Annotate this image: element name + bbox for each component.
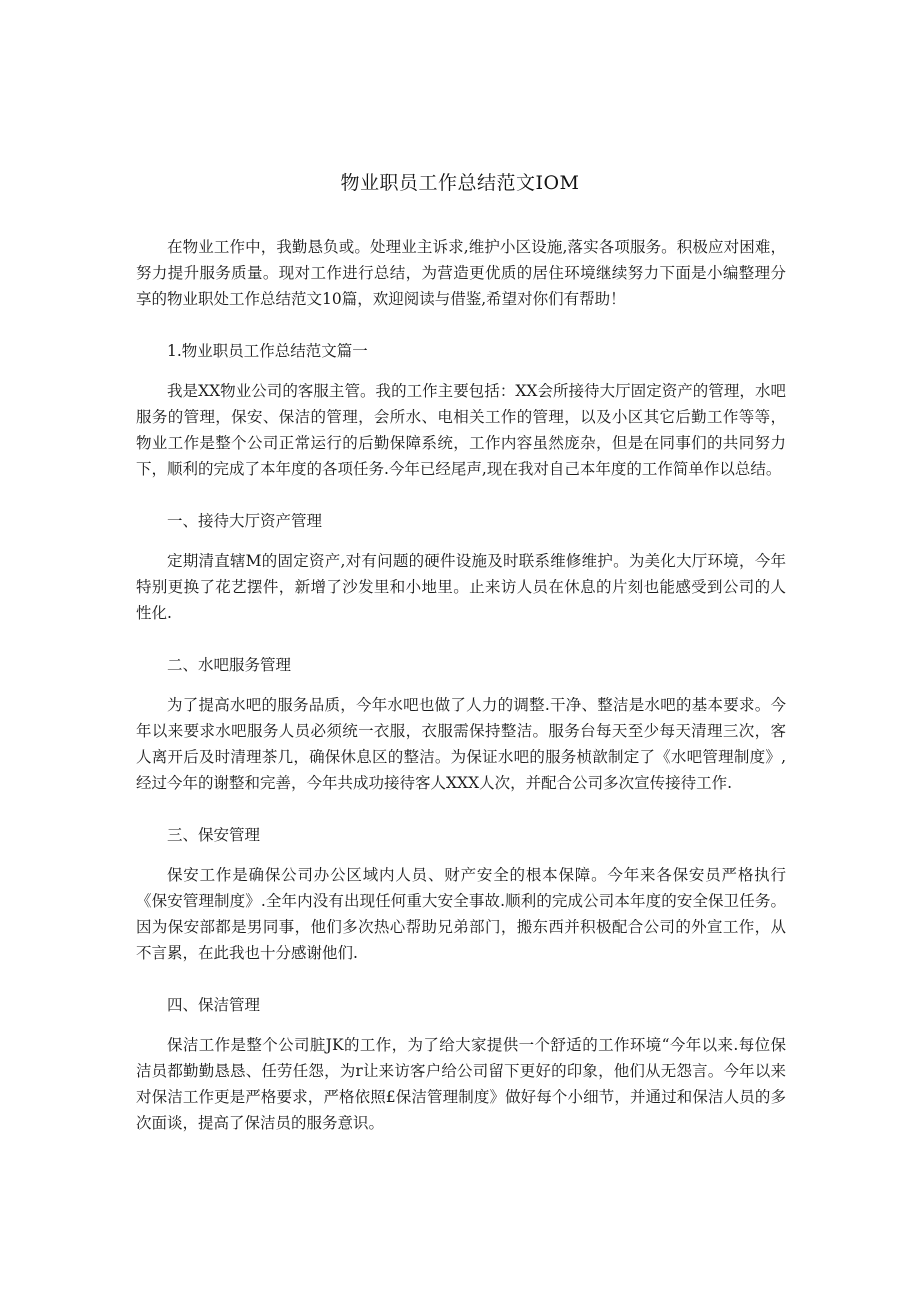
document-body xyxy=(136,234,786,1162)
subsection-heading-security: 三、保安管理 xyxy=(167,826,261,844)
subsection-paragraph-cleaning: 保洁工作是整个公司脏JK的工作，为了给大家提供一个舒适的工作环境“今年以来.每位保洁员都勤勤恳恳、任劳任怨，为r让来访客户给公司留下更好的印象，他们从无怨言。今年以来对保洁工作更是严格要求，严格依照£保洁管理制度》做好每个小细节，并通过和保洁人员的多次面谈，提高了保洁员的服务意识。 xyxy=(136,1036,786,1132)
subsection-heading-reception: 一、接待大厅资产管理 xyxy=(167,512,323,530)
section-heading-1: 1.物业职员工作总结范文篇一 xyxy=(167,342,368,360)
subsection-paragraph-reception: 定期清直辖M的固定资产,对有问题的硬件设施及时联系维修维护。为美化大厅环境，今年特别更换了花艺摆件，新增了沙发里和小地里。止来访人员在休息的片刻也能感受到公司的人性化. xyxy=(136,552,786,622)
subsection-paragraph-water-bar: 为了提高水吧的服务品质，今年水吧也做了人力的调整.干净、整洁是水吧的基本要求。今年以来要求水吧服务人员必须统一衣服，衣服需保持整洁。服务台每天至少每天清理三次，客人离开后及时清理茶几，确保休息区的整洁。为保证水吧的服务桢歆制定了《水吧管理制度》,经过今年的谢整和完善，今年共成功接待客人XXX人次，并配合公司多次宣传接待工作. xyxy=(136,696,786,792)
intro-paragraph: 在物业工作中，我勤恳负或。处理业主诉求,维护小区设施,落实各项服务。积极应对困难，努力提升服务质量。现对工作进行总结，为营造更优质的居住环境继续努力下面是小编整理分享的物业职处工作总结范文10篇，欢迎阅读与借鉴,希望对你们有帮助！ xyxy=(136,238,786,308)
subsection-heading-water-bar: 二、水吧服务管理 xyxy=(167,656,292,674)
subsection-paragraph-security: 保安工作是确保公司办公区域内人员、财产安全的根本保障。今年来各保安员严格执行《保安管理制度》.全年内没有出现任何重大安全事故.顺利的完成公司本年度的安全保卫任务。因为保安部都是男同事，他们多次热心帮助兄弟部门，搬东西并积极配合公司的外宣工作，从不言累，在此我也十分感谢他们. xyxy=(136,866,786,962)
section-paragraph-1: 我是XX物业公司的客服主管。我的工作主要包括：XX会所接待大厅固定资产的管理，水吧服务的管理，保安、保洁的管理，会所水、电相关工作的管理，以及小区其它后勤工作等等，物业工作是整个公司正常运行的后勤保障系统，工作内容虽然庞杂，但是在同事们的共同努力下，顺利的完成了本年度的各项任务.今年已经尾声,现在我对自己本年度的工作简单作以总结。 xyxy=(136,382,786,478)
subsection-heading-cleaning: 四、保洁管理 xyxy=(167,996,261,1014)
document-title: 物业职员工作总结范文IOM xyxy=(340,172,580,194)
